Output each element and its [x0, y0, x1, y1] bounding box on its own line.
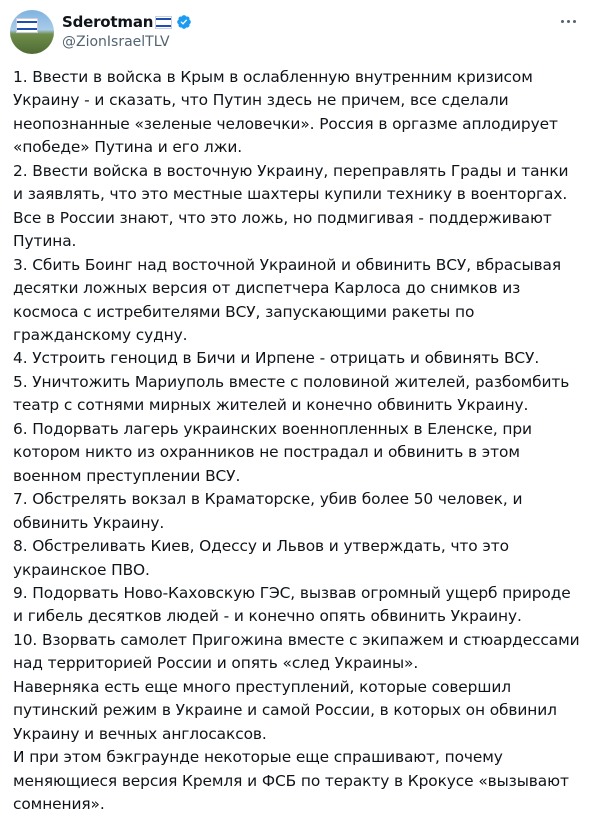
tweet-paragraph: 5. Уничтожить Мариуполь вместе с половиной жителей, разбомбить театр с сотнями мирных жителей и конечно обвинить Украину. [13, 372, 570, 415]
avatar[interactable] [10, 10, 54, 54]
author-name-row [62, 12, 192, 32]
avatar-flag-icon [16, 18, 38, 33]
author-display-name[interactable]: Sderotman [62, 13, 154, 31]
verified-badge-icon [176, 14, 192, 30]
tweet-paragraph: 4. Устроить геноцид в Бичи и Ирпене - отрицать и обвинять ВСУ. [13, 349, 540, 368]
tweet-paragraph: И при этом бэкграунде некоторые еще спрашивают, почему меняющиеся версия Кремля и ФСБ по теракту в Крокусе «вызывают сомнения». [13, 748, 569, 814]
tweet-paragraph: 1. Ввести в войска в Крым в ослабленную внутренним кризисом Украину - и сказать, что Путин здесь не причем, все сделали неопознанные «зеленые человечки». Россия в оргазме аплодирует «победе» Путина и его лжи. [13, 68, 558, 157]
more-button[interactable] [555, 10, 581, 32]
tweet-paragraph: 10. Взорвать самолет Пригожина вместе с экипажем и стюардессами над территорией России и опять «след Украины». [13, 630, 580, 673]
more-horizontal-icon [561, 20, 564, 23]
israel-flag-icon [155, 16, 172, 29]
tweet-paragraph: 9. Подорвать Ново-Каховскую ГЭС, вызвав огромный ущерб природе и гибель десятков людей - и конечно опять обвинить Украину. [13, 583, 571, 626]
tweet-text [13, 66, 583, 817]
tweet-paragraph: 3. Сбить Боинг над восточной Украиной и обвинить ВСУ, вбрасывая десятки ложных версия от диспетчера Карлоса до снимков из космоса с истребителями ВСУ, запускающими ракеты по гражданскому судну. [13, 255, 562, 344]
tweet-paragraph: 6. Подорвать лагерь украинских военнопленных в Еленске, при котором никто из охранников не пострадал и обвинить в этом военном преступлении ВСУ. [13, 419, 532, 485]
author-handle[interactable]: @ZionIsraelTLV [62, 34, 170, 50]
tweet-paragraph: 2. Ввести войска в восточную Украину, переправлять Грады и танки и заявлять, что это местные шахтеры купили технику в военторгах. Все в России знают, что это ложь, но подмигивая - поддерживают Путина. [13, 161, 569, 251]
tweet-header [0, 0, 591, 62]
tweet-paragraph: 8. Обстреливать Киев, Одессу и Львов и утверждать, что это украинское ПВО. [13, 537, 509, 579]
tweet-paragraph: Наверняка есть еще много преступлений, которые совершил путинский режим в Украине и самой России, в которых он обвинил Украину и вечных англосаксов. [13, 677, 557, 743]
tweet-paragraph: 7. Обстрелять вокзал в Краматорске, убив более 50 человек, и обвинить Украину. [13, 490, 523, 532]
